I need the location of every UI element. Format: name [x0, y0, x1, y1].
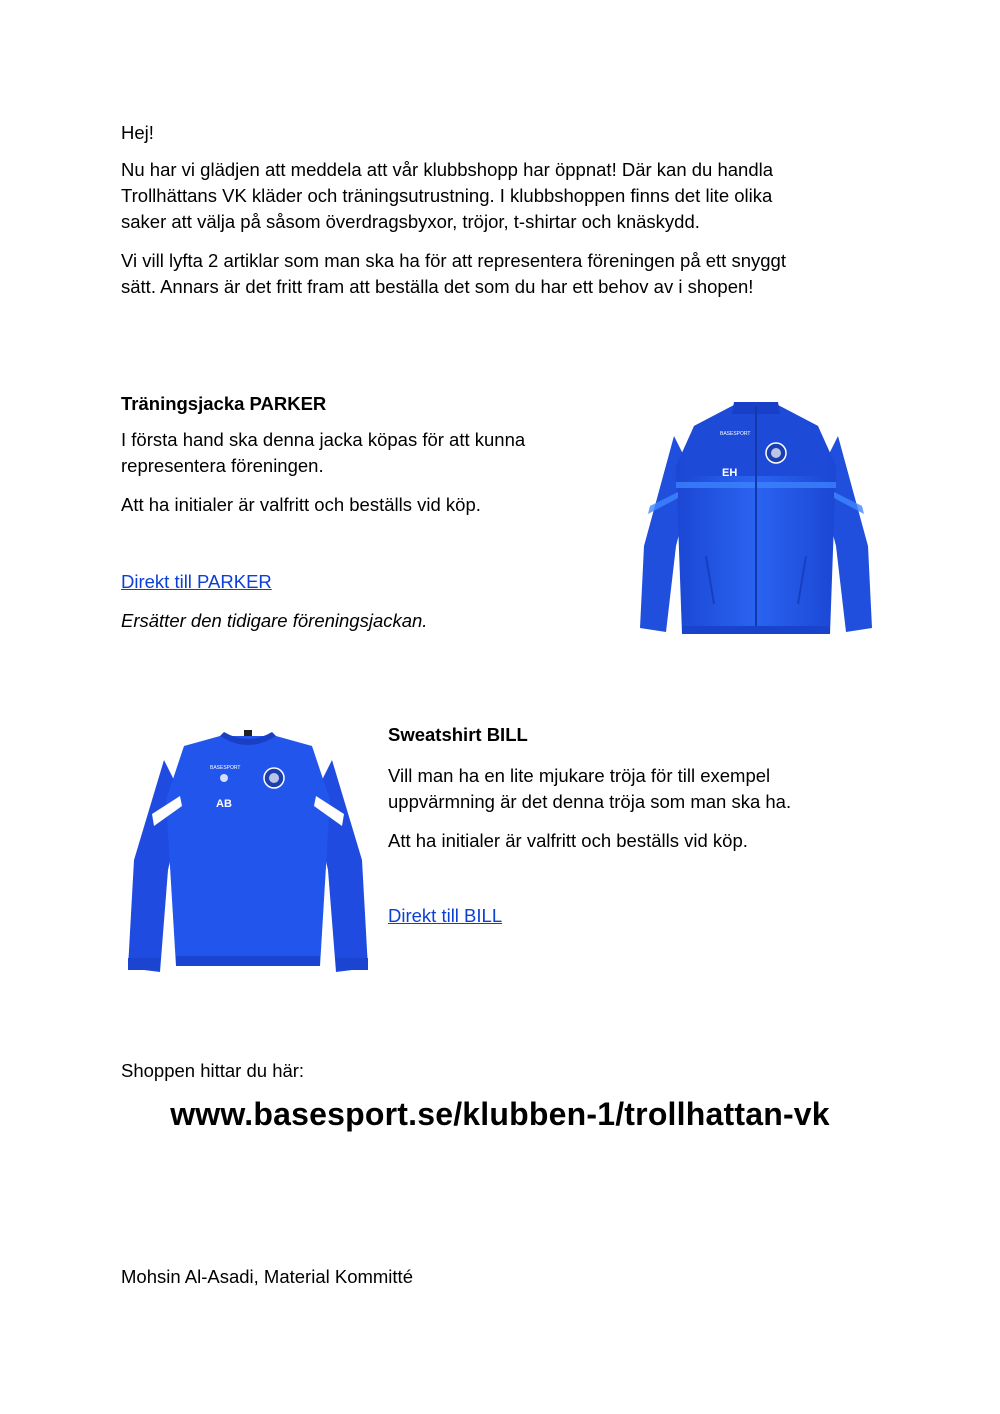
- shop-url[interactable]: www.basesport.se/klubben-1/trollhattan-vk: [170, 1096, 830, 1132]
- parker-desc-line-2: representera föreningen.: [121, 455, 324, 476]
- bill-initials: AB: [216, 798, 232, 810]
- intro-line-3: saker att välja på såsom överdragsbyxor, tröjor, t-shirtar och knäskydd.: [121, 211, 700, 232]
- bill-desc-line-1: Vill man ha en lite mjukare tröja för till exempel: [388, 765, 771, 786]
- parker-link[interactable]: Direkt till PARKER: [121, 571, 272, 592]
- signature: Mohsin Al-Asadi, Material Kommitté: [121, 1266, 413, 1287]
- parker-title: Träningsjacka PARKER: [121, 393, 327, 414]
- bill-initials-note: Att ha initialer är valfritt och beställs vid köp.: [388, 830, 748, 851]
- greeting: Hej!: [121, 122, 154, 143]
- intro-line-2: Trollhättans VK kläder och träningsutrustning. I klubbshoppen finns det lite olika: [121, 185, 773, 206]
- parker-desc-line-1: I första hand ska denna jacka köpas för att kunna: [121, 429, 526, 450]
- parker-jacket-image: [636, 396, 876, 638]
- svg-text:BASESPORT: BASESPORT: [210, 765, 241, 771]
- bill-title: Sweatshirt BILL: [388, 724, 528, 745]
- intro-line-1: Nu har vi glädjen att meddela att vår klubbshopp har öppnat! Där kan du handla: [121, 159, 774, 180]
- svg-text:BASESPORT: BASESPORT: [720, 431, 751, 437]
- parker-initials-note: Att ha initialer är valfritt och beställs vid köp.: [121, 494, 481, 515]
- bill-desc-line-2: uppvärmning är det denna tröja som man ska ha.: [388, 791, 792, 812]
- bill-link[interactable]: Direkt till BILL: [388, 905, 503, 926]
- shop-label: Shoppen hittar du här:: [121, 1060, 305, 1081]
- highlight-line-2: sätt. Annars är det fritt fram att beställa det som du har ett behov av i shopen!: [121, 276, 754, 297]
- parker-note: Ersätter den tidigare föreningsjackan.: [121, 610, 428, 631]
- bill-sweatshirt-image: [124, 730, 372, 978]
- parker-initials: EH: [722, 467, 738, 479]
- highlight-line-1: Vi vill lyfta 2 artiklar som man ska ha för att representera föreningen på ett snyggt: [121, 250, 786, 271]
